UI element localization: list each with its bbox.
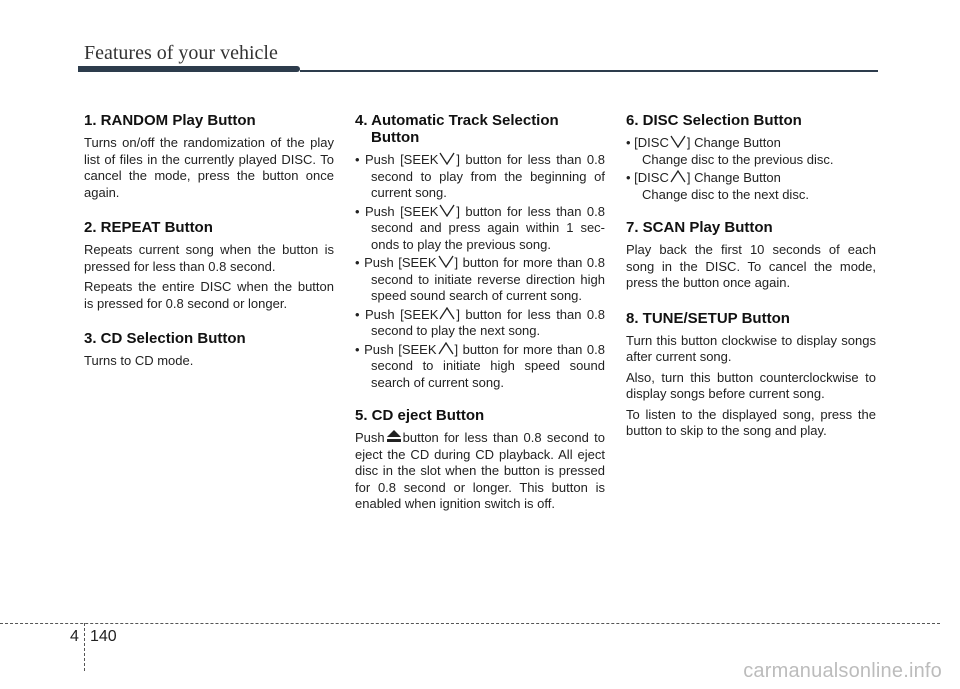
column-2	[355, 112, 605, 517]
chevron-down-icon	[438, 204, 456, 217]
track-selection-list	[355, 152, 605, 391]
column-3	[626, 112, 876, 444]
scan-body: Play back the first 10 seconds of each song in the DISC. To cancel the mode, press the button once again.	[626, 242, 876, 290]
list-item: • Push [SEEK ] button for more than 0.8 second to initiate reverse direction high speed sound search of current song.	[355, 255, 606, 303]
cd-selection-heading: 3. CD Selection Button	[84, 330, 246, 347]
chevron-up-icon	[438, 307, 456, 320]
disc-selection-heading: 6. DISC Selection Button	[626, 112, 802, 129]
footer-divider	[84, 623, 85, 671]
list-item: • Push [SEEK ] button for less than 0.8 second to play from the beginning of current song.	[355, 152, 606, 200]
header-rule-thin	[300, 70, 878, 72]
random-heading: 1. RANDOM Play Button	[84, 112, 256, 129]
column-1	[84, 112, 334, 374]
tune-setup-body-2: Also, turn this button counterclockwise to display songs before current song.	[626, 369, 876, 401]
header-title: Features of your vehicle	[84, 42, 278, 64]
chevron-down-icon	[669, 135, 687, 148]
random-body: Turns on/off the randomization of the play list of files in the currently played DISC. To cancel the mode, press the button once again.	[84, 135, 334, 200]
header-rule-thick	[78, 66, 300, 72]
list-item: • Push [SEEK ] button for less than 0.8 second to play the next song.	[355, 306, 606, 338]
chevron-up-icon	[437, 342, 455, 355]
cd-eject-heading: 5. CD eject Button	[355, 407, 485, 424]
eject-icon	[387, 430, 401, 442]
page-number: 140	[90, 628, 117, 645]
repeat-body-2: Repeats the entire DISC when the button is pressed for 0.8 second or longer.	[84, 279, 334, 311]
repeat-heading: 2. REPEAT Button	[84, 219, 213, 236]
repeat-body-1: Repeats current song when the button is pressed for less than 0.8 second.	[84, 242, 334, 274]
track-selection-heading: 4. Automatic Track Selection Button	[355, 112, 559, 146]
cd-selection-body: Turns to CD mode.	[84, 353, 194, 368]
footer-rule	[0, 623, 940, 624]
tune-setup-heading: 8. TUNE/SETUP Button	[626, 309, 790, 327]
disc-selection-list	[626, 135, 876, 203]
chapter-number: 4	[70, 628, 79, 645]
list-item: • [DISC ] Change Button Change disc to the next disc.	[626, 170, 809, 202]
tune-setup-body-1: Turn this button clockwise to display songs after current song.	[626, 332, 876, 364]
list-item: • Push [SEEK ] button for less than 0.8 second and press again within 1 sec- onds to play the previous song.	[355, 203, 606, 252]
scan-heading: 7. SCAN Play Button	[626, 219, 773, 236]
chevron-up-icon	[669, 170, 687, 183]
watermark: carmanualsonline.info	[743, 660, 942, 682]
list-item: • [DISC ] Change Button Change disc to the previous disc.	[626, 135, 834, 167]
cd-eject-body: Push button for less than 0.8 second to eject the CD during CD playback. All eject disc in the slot when the button is pressed for 0.8 second or longer. This button is enabled when ignition switch is off.	[355, 430, 605, 511]
chevron-down-icon	[438, 152, 456, 165]
list-item: • Push [SEEK ] button for more than 0.8 second to initiate high speed sound search of current song.	[355, 341, 606, 390]
chevron-down-icon	[437, 255, 455, 268]
tune-setup-body-3: To listen to the displayed song, press the button to skip to the song and play.	[626, 406, 876, 438]
